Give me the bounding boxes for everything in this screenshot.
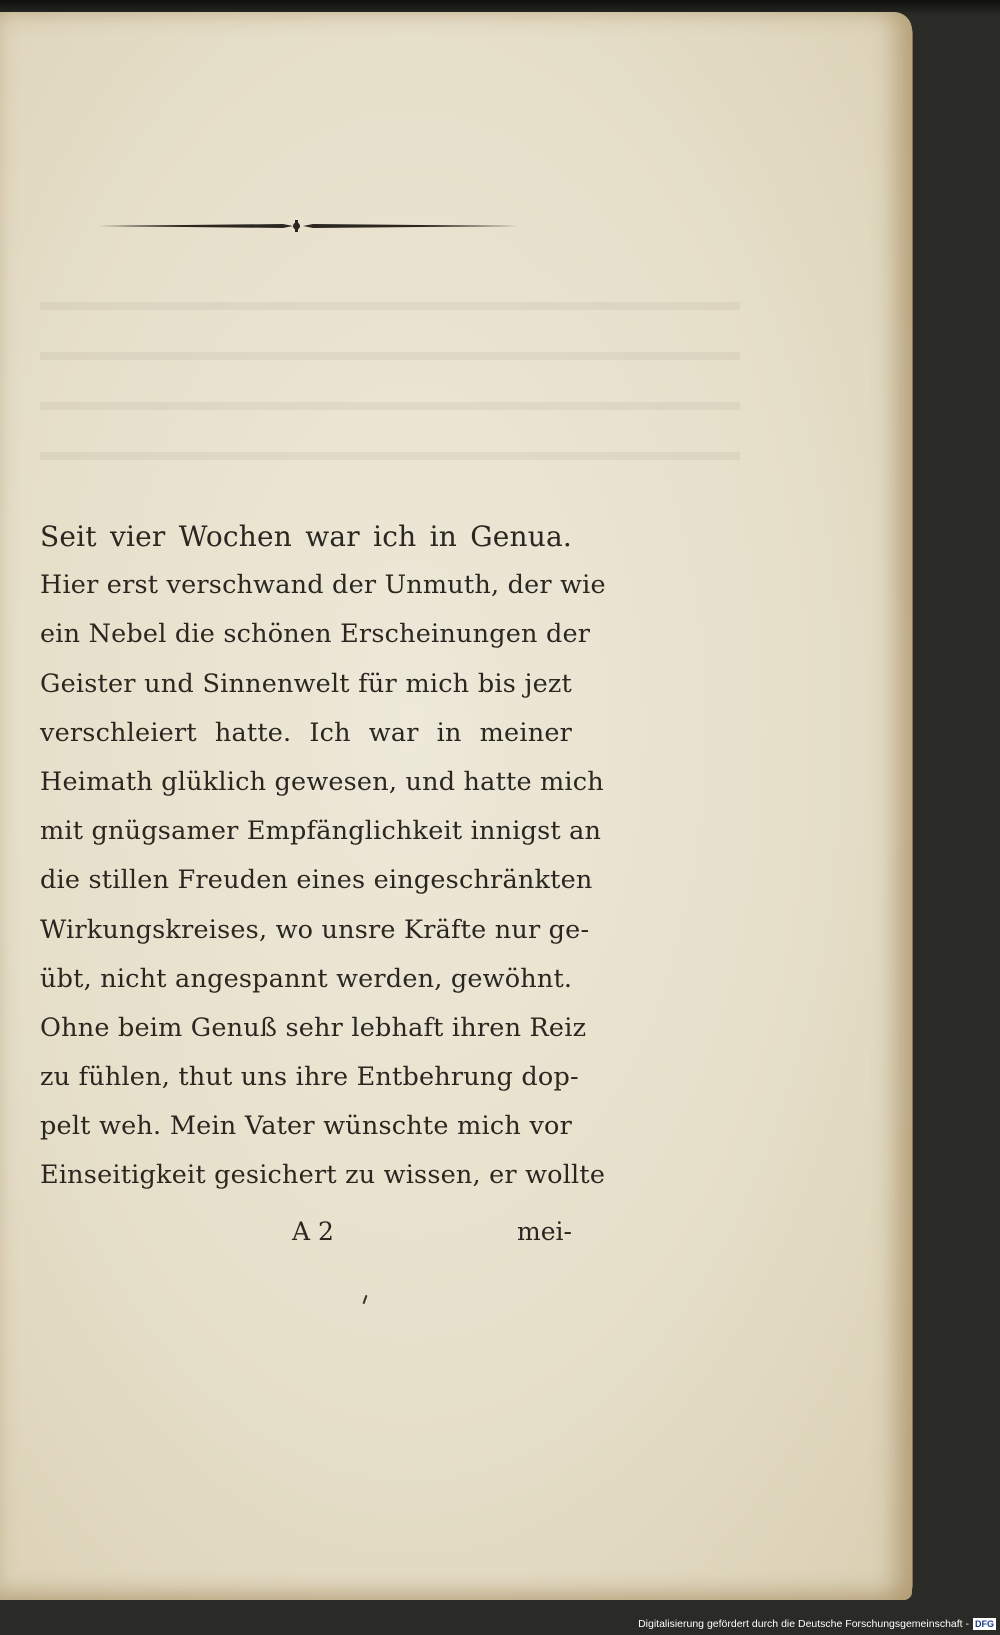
- dfg-logo: DFG: [975, 1619, 994, 1629]
- body-text: [40, 512, 606, 1201]
- text-line: Ohne beim Genuß sehr lebhaft ihren Reiz: [40, 1012, 587, 1043]
- text-line: die stillen Freuden eines eingeschränkten: [40, 865, 593, 896]
- text-line: Seit vier Wochen war ich in Genua.: [40, 520, 572, 553]
- digitization-credit: [592, 1615, 996, 1633]
- book-page: [0, 12, 912, 1600]
- text-line: Einseitigkeit gesichert zu wissen, er wollte: [40, 1160, 606, 1191]
- text-line: übt, nicht angespannt werden, gewöhnt.: [40, 963, 573, 994]
- catchword: mei-: [517, 1217, 572, 1246]
- text-line: Hier erst verschwand der Unmuth, der wie: [40, 570, 606, 601]
- ornamental-rule: [98, 220, 518, 232]
- text-line: verschleiert hatte. Ich war in meiner: [40, 717, 572, 748]
- show-through: [40, 272, 740, 472]
- page-footer: [40, 1217, 572, 1257]
- text-line: pelt weh. Mein Vater wünschte mich vor: [40, 1111, 572, 1142]
- text-line: Geister und Sinnenwelt für mich bis jezt: [40, 668, 572, 699]
- ink-speck: [363, 1295, 368, 1304]
- text-line: Wirkungskreises, wo unsre Kräfte nur ge-: [40, 914, 590, 945]
- signature-mark: A 2: [292, 1217, 334, 1246]
- credit-text: Digitalisierung gefördert durch die Deutsche Forschungsgemeinschaft -: [638, 1618, 969, 1630]
- text-line: zu fühlen, thut uns ihre Entbehrung dop-: [40, 1062, 579, 1093]
- text-line: mit gnügsamer Empfänglichkeit innigst an: [40, 816, 602, 847]
- text-line: ein Nebel die schönen Erscheinungen der: [40, 619, 591, 650]
- text-line: Heimath glüklich gewesen, und hatte mich: [40, 766, 604, 797]
